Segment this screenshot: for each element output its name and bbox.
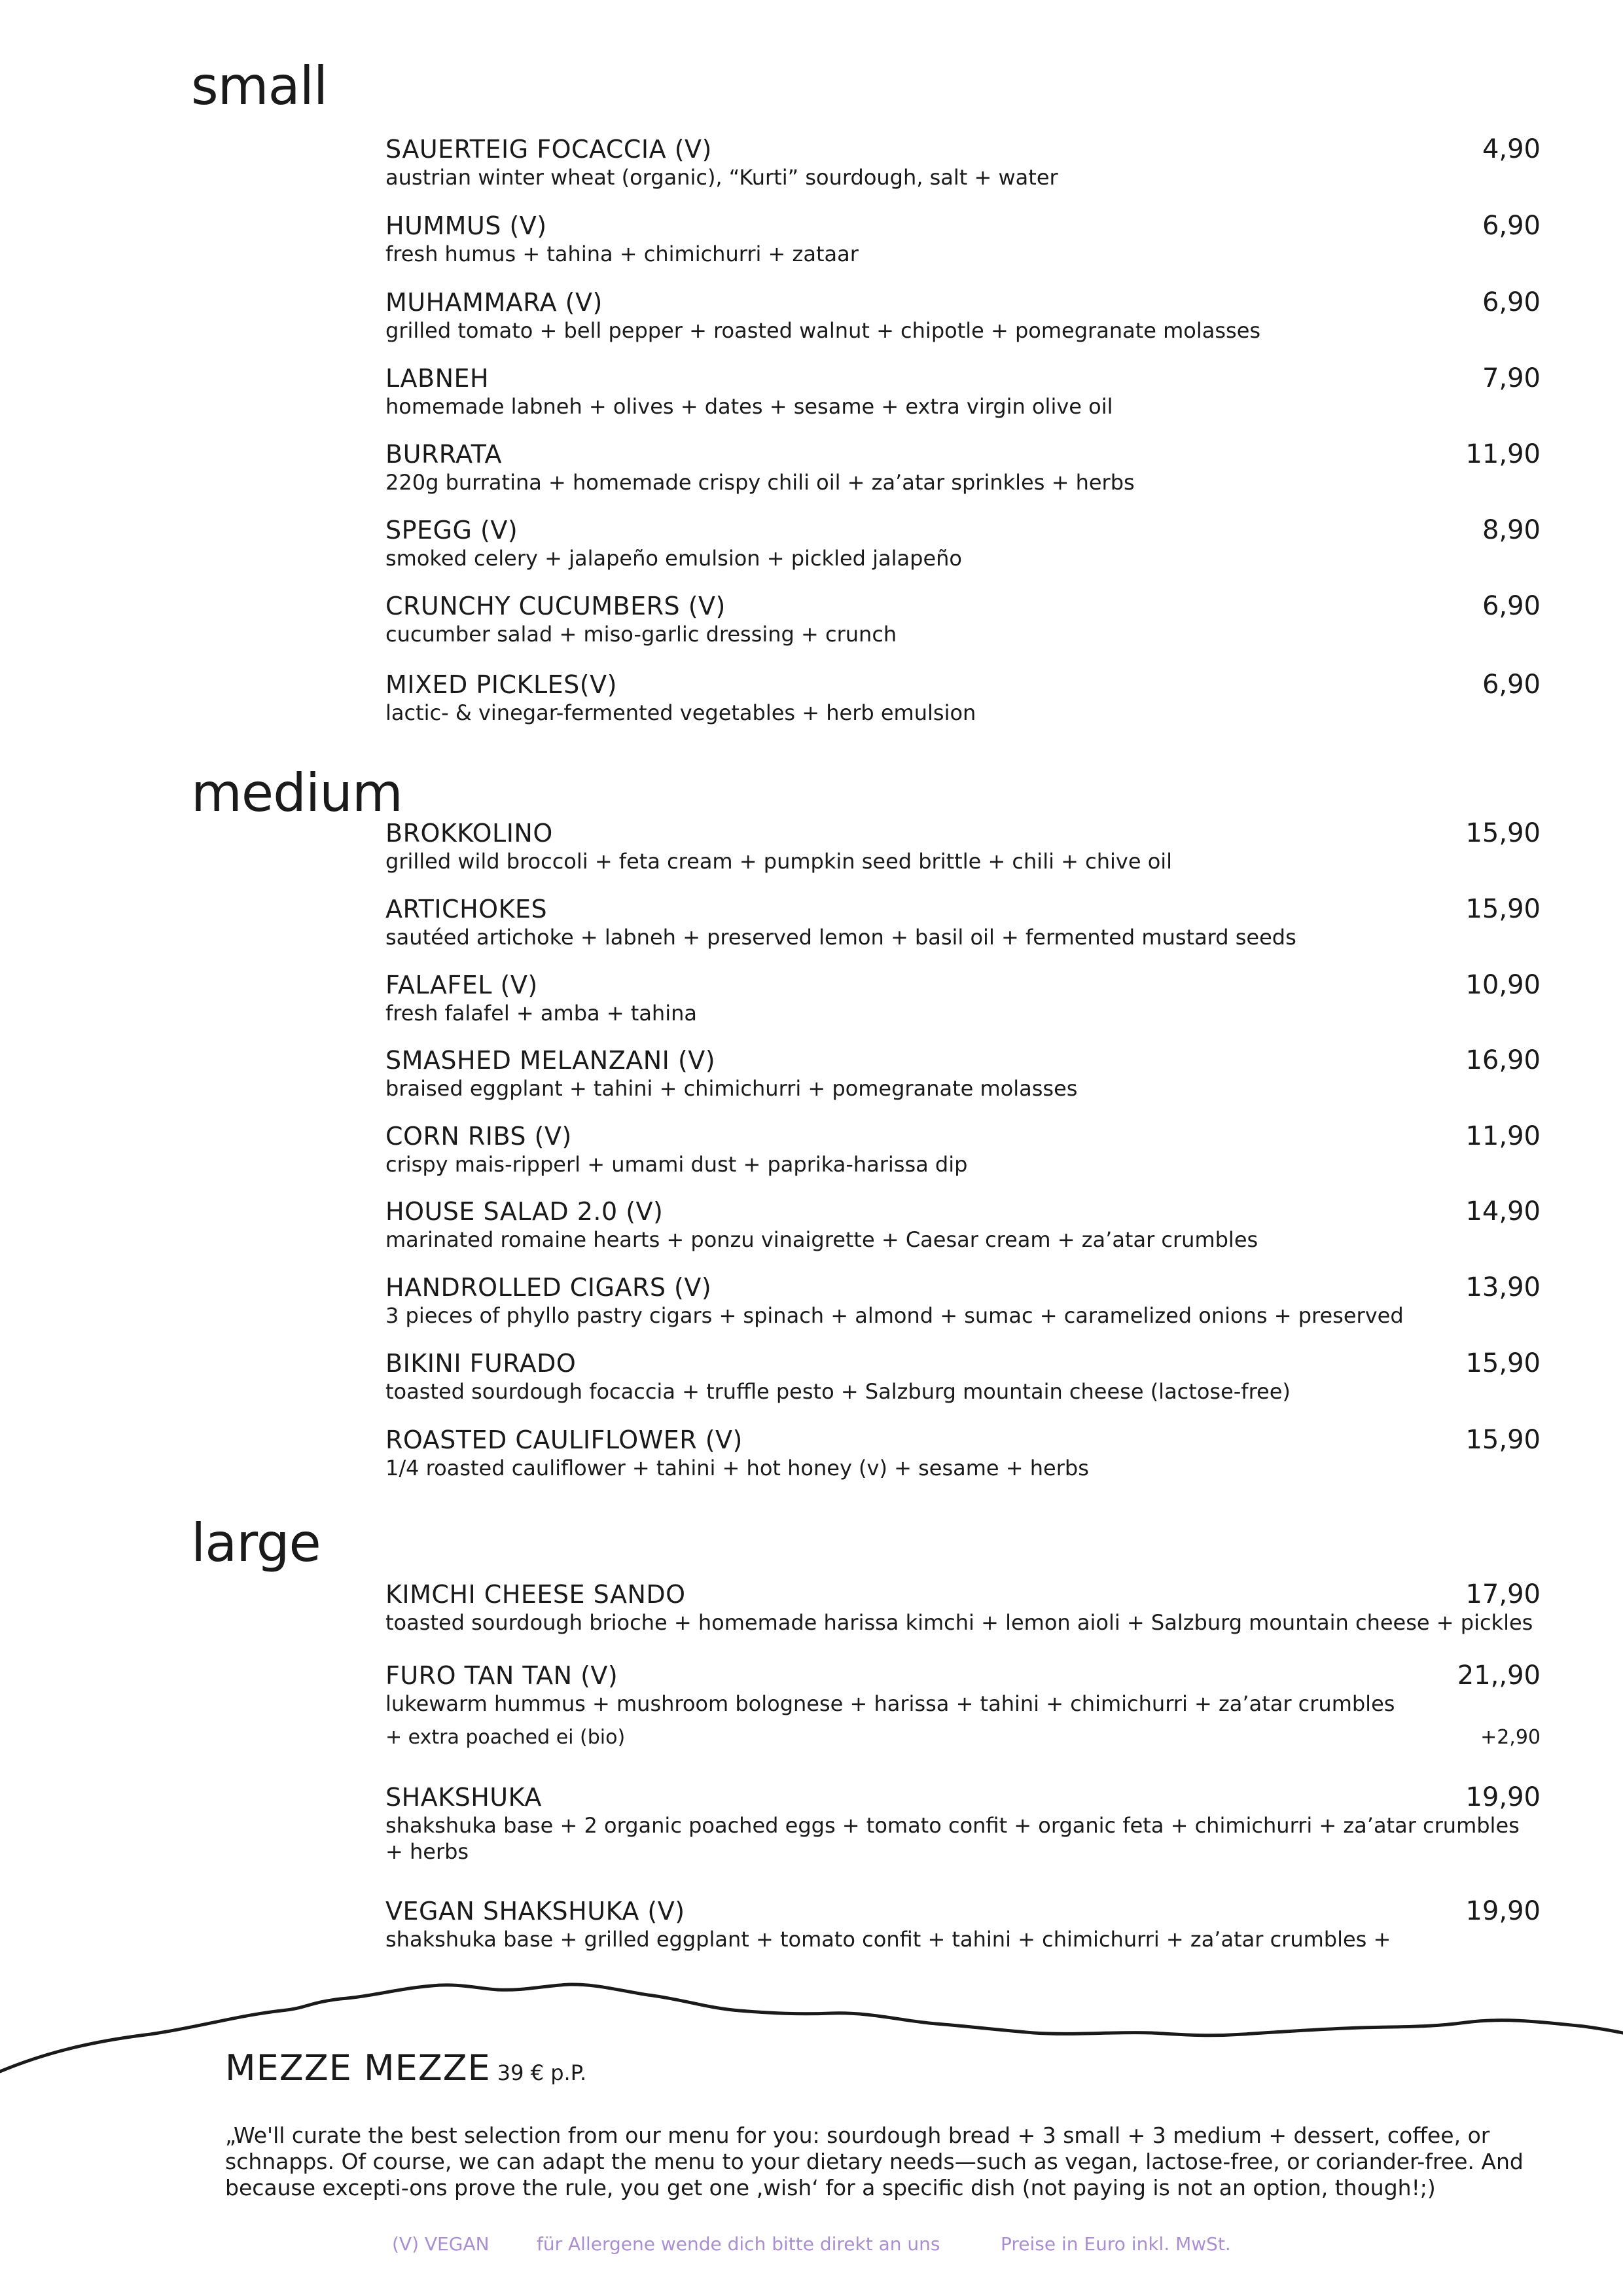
- item-price: 13,90: [1465, 1272, 1541, 1302]
- item-description: lactic- & vinegar-fermented vegetables + herb emulsion: [385, 700, 976, 725]
- menu-item: [385, 1045, 1541, 1102]
- menu-item: [385, 670, 1541, 726]
- item-description: toasted sourdough brioche + homemade harissa kimchi + lemon aioli + Salzburg mountain cheese + pickles: [385, 1610, 1533, 1635]
- item-description: fresh humus + tahina + chimichurri + zataar: [385, 242, 859, 266]
- item-description: crispy mais-ripperl + umami dust + paprika-harissa dip: [385, 1152, 968, 1177]
- item-price: 11,90: [1465, 439, 1541, 469]
- footer-price-note: Preise in Euro inkl. MwSt.: [1001, 2233, 1231, 2255]
- item-name: BROKKOLINO: [385, 819, 553, 848]
- item-description: sautéed artichoke + labneh + preserved lemon + basil oil + fermented mustard seeds: [385, 925, 1296, 950]
- menu-item: [385, 211, 1541, 267]
- menu-item: [385, 1121, 1541, 1177]
- item-price: 15,90: [1465, 1348, 1541, 1378]
- item-extra-price: +2,90: [1480, 1726, 1541, 1749]
- item-price: 7,90: [1482, 363, 1541, 393]
- item-price: 6,90: [1482, 211, 1541, 241]
- menu-item: [385, 1782, 1541, 1865]
- menu-item: [385, 1348, 1541, 1405]
- item-name: FALAFEL (V): [385, 971, 538, 999]
- item-price: 21,,90: [1457, 1660, 1541, 1691]
- item-description: homemade labneh + olives + dates + sesame + extra virgin olive oil: [385, 394, 1113, 419]
- menu-item: [385, 1425, 1541, 1481]
- item-price: 11,90: [1465, 1121, 1541, 1151]
- item-name: SHAKSHUKA: [385, 1783, 542, 1812]
- item-price: 17,90: [1465, 1579, 1541, 1609]
- item-description: grilled wild broccoli + feta cream + pumpkin seed brittle + chili + chive oil: [385, 849, 1173, 874]
- item-price: 15,90: [1465, 894, 1541, 924]
- menu-item: [385, 1272, 1541, 1329]
- item-price: 6,90: [1482, 591, 1541, 621]
- item-extra-label: + extra poached ei (bio): [385, 1726, 626, 1749]
- item-description: 3 pieces of phyllo pastry cigars + spinach + almond + sumac + caramelized onions + preserved: [385, 1303, 1404, 1328]
- item-extra: [385, 1726, 1541, 1749]
- footer-allergen-note: für Allergene wende dich bitte direkt an uns: [537, 2233, 940, 2255]
- menu-item: [385, 1196, 1541, 1253]
- item-price: 4,90: [1482, 134, 1541, 164]
- item-name: CORN RIBS (V): [385, 1122, 572, 1151]
- item-description: fresh falafel + amba + tahina: [385, 1001, 697, 1026]
- item-description: shakshuka base + grilled eggplant + tomato confit + tahini + chimichurri + za’atar crumbles +: [385, 1927, 1391, 1952]
- item-price: 6,90: [1482, 287, 1541, 317]
- menu-item: [385, 1579, 1541, 1636]
- item-name: HANDROLLED CIGARS (V): [385, 1273, 712, 1302]
- item-name: KIMCHI CHEESE SANDO: [385, 1580, 686, 1609]
- menu-item: [385, 894, 1541, 950]
- item-description: 1/4 roasted cauliflower + tahini + hot honey (v) + sesame + herbs: [385, 1456, 1089, 1480]
- item-name: HOUSE SALAD 2.0 (V): [385, 1197, 664, 1226]
- item-price: 19,90: [1465, 1896, 1541, 1926]
- item-price: 10,90: [1465, 970, 1541, 1000]
- menu-item: [385, 515, 1541, 571]
- item-name: BIKINI FURADO: [385, 1349, 577, 1378]
- section-title-small: small: [191, 56, 328, 117]
- item-description: shakshuka base + 2 organic poached eggs + tomato confit + organic feta + chimichurri + za’atar crumbles + herbs: [385, 1813, 1520, 1864]
- item-name: ROASTED CAULIFLOWER (V): [385, 1426, 743, 1454]
- item-price: 8,90: [1482, 515, 1541, 545]
- menu-item: [385, 818, 1541, 874]
- menu-item: [385, 591, 1541, 647]
- item-description: braised eggplant + tahini + chimichurri + pomegranate molasses: [385, 1076, 1078, 1101]
- item-name: SPEGG (V): [385, 516, 518, 545]
- menu-item: [385, 287, 1541, 344]
- mezze-description: „We'll curate the best selection from our menu for you: sourdough bread + 3 small + 3 medium + dessert, coffee, or schnapps. Of course, we can adapt the menu to your dietary needs—such as vegan, lactose-free, or coriander-free. And because excepti-ons prove the rule, you get one ‚wish‘ for a specific dish (not paying is not an option, though!;): [225, 2123, 1524, 2200]
- menu-item: [385, 363, 1541, 420]
- menu-item: [385, 970, 1541, 1026]
- item-description: austrian winter wheat (organic), “Kurti” sourdough, salt + water: [385, 165, 1058, 190]
- item-name: MUHAMMARA (V): [385, 288, 603, 317]
- mezze-heading: [225, 2047, 1560, 2089]
- menu-item: [385, 439, 1541, 495]
- item-description: grilled tomato + bell pepper + roasted walnut + chipotle + pomegranate molasses: [385, 318, 1261, 343]
- item-name: FURO TAN TAN (V): [385, 1661, 618, 1690]
- item-description: toasted sourdough focaccia + truffle pesto + Salzburg mountain cheese (lactose-free): [385, 1379, 1291, 1404]
- item-price: 6,90: [1482, 670, 1541, 700]
- item-price: 15,90: [1465, 818, 1541, 848]
- item-description: marinated romaine hearts + ponzu vinaigrette + Caesar cream + za’atar crumbles: [385, 1227, 1258, 1252]
- item-name: CRUNCHY CUCUMBERS (V): [385, 592, 726, 620]
- item-description: lukewarm hummus + mushroom bolognese + harissa + tahini + chimichurri + za’atar crumbles: [385, 1691, 1395, 1716]
- menu-item: [385, 1660, 1541, 1749]
- item-price: 15,90: [1465, 1425, 1541, 1455]
- item-name: SMASHED MELANZANI (V): [385, 1046, 716, 1075]
- item-price: 19,90: [1465, 1782, 1541, 1812]
- item-name: HUMMUS (V): [385, 211, 547, 240]
- item-description: smoked celery + jalapeño emulsion + pickled jalapeño: [385, 546, 962, 571]
- item-description: 220g burratina + homemade crispy chili oil + za’atar sprinkles + herbs: [385, 470, 1135, 495]
- section-title-large: large: [191, 1513, 321, 1573]
- item-name: ARTICHOKES: [385, 895, 548, 924]
- item-name: LABNEH: [385, 364, 490, 393]
- section-title-medium: medium: [191, 762, 402, 823]
- item-name: VEGAN SHAKSHUKA (V): [385, 1897, 685, 1926]
- mezze-title: MEZZE MEZZE: [225, 2047, 491, 2089]
- item-name: BURRATA: [385, 440, 502, 469]
- item-name: MIXED PICKLES(V): [385, 670, 617, 699]
- item-price: 16,90: [1465, 1045, 1541, 1075]
- mezze-price: 39 € p.P.: [497, 2060, 587, 2085]
- item-price: 14,90: [1465, 1196, 1541, 1227]
- menu-item: [385, 134, 1541, 190]
- item-name: SAUERTEIG FOCACCIA (V): [385, 135, 712, 164]
- footer-vegan-note: (V) VEGAN: [392, 2233, 490, 2255]
- item-description: cucumber salad + miso-garlic dressing + crunch: [385, 622, 897, 647]
- menu-item: [385, 1896, 1541, 1952]
